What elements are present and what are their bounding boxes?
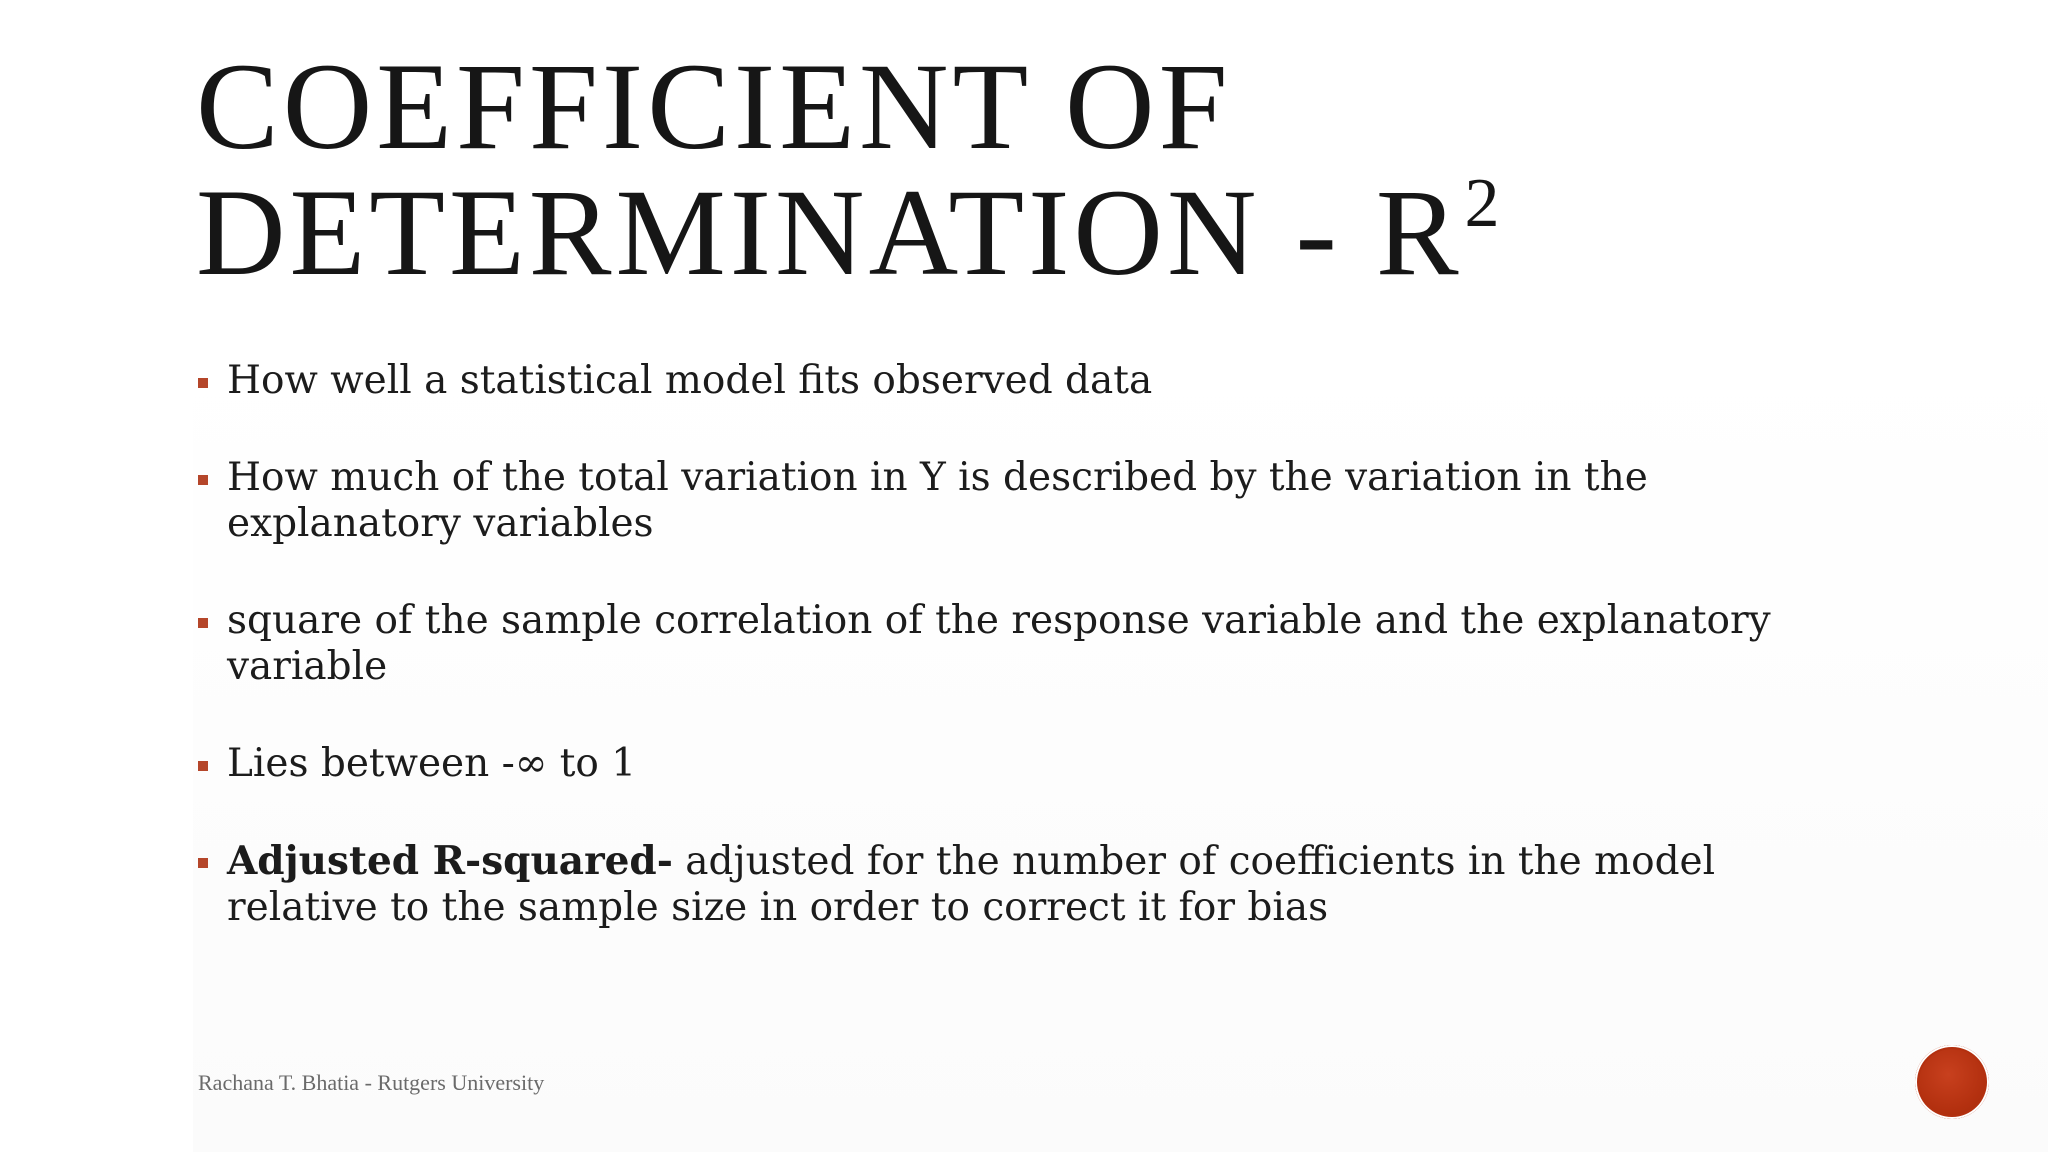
bullet-item (196, 838, 1856, 931)
slide-page-indicator-icon (1915, 1045, 1989, 1119)
bullet-square-icon (198, 618, 208, 628)
title-line-2 (196, 164, 1504, 301)
bullet-square-icon (198, 858, 208, 868)
bullet-text: How much of the total variation in Y is described by the variation in the explanatory variables (227, 455, 1648, 546)
bullet-text: square of the sample correlation of the response variable and the explanatory variable (227, 598, 1771, 689)
bullet-item (196, 358, 1856, 404)
bullet-text: How well a statistical model fits observed data (227, 358, 1153, 403)
bullet-lead-text: Adjusted R-squared- (227, 838, 673, 884)
bullet-square-icon (198, 475, 208, 485)
bullet-item (196, 741, 1856, 787)
title-line-2-text: DETERMINATION - R (196, 164, 1463, 301)
bullet-list (196, 358, 1856, 982)
bullet-text: adjusted for the number of coefficients in the model relative to the sample size in order to correct it for bias (227, 839, 1716, 930)
slide-title (196, 38, 1504, 301)
title-line-1: COEFFICIENT OF (196, 38, 1232, 175)
bullet-item (196, 455, 1856, 547)
bullet-text: Lies between -∞ to 1 (227, 741, 637, 786)
bullet-square-icon (198, 761, 208, 771)
title-superscript: 2 (1464, 164, 1504, 242)
slide-footer: Rachana T. Bhatia - Rutgers University (198, 1070, 545, 1095)
bullet-item (196, 598, 1856, 690)
bullet-square-icon (198, 378, 208, 388)
